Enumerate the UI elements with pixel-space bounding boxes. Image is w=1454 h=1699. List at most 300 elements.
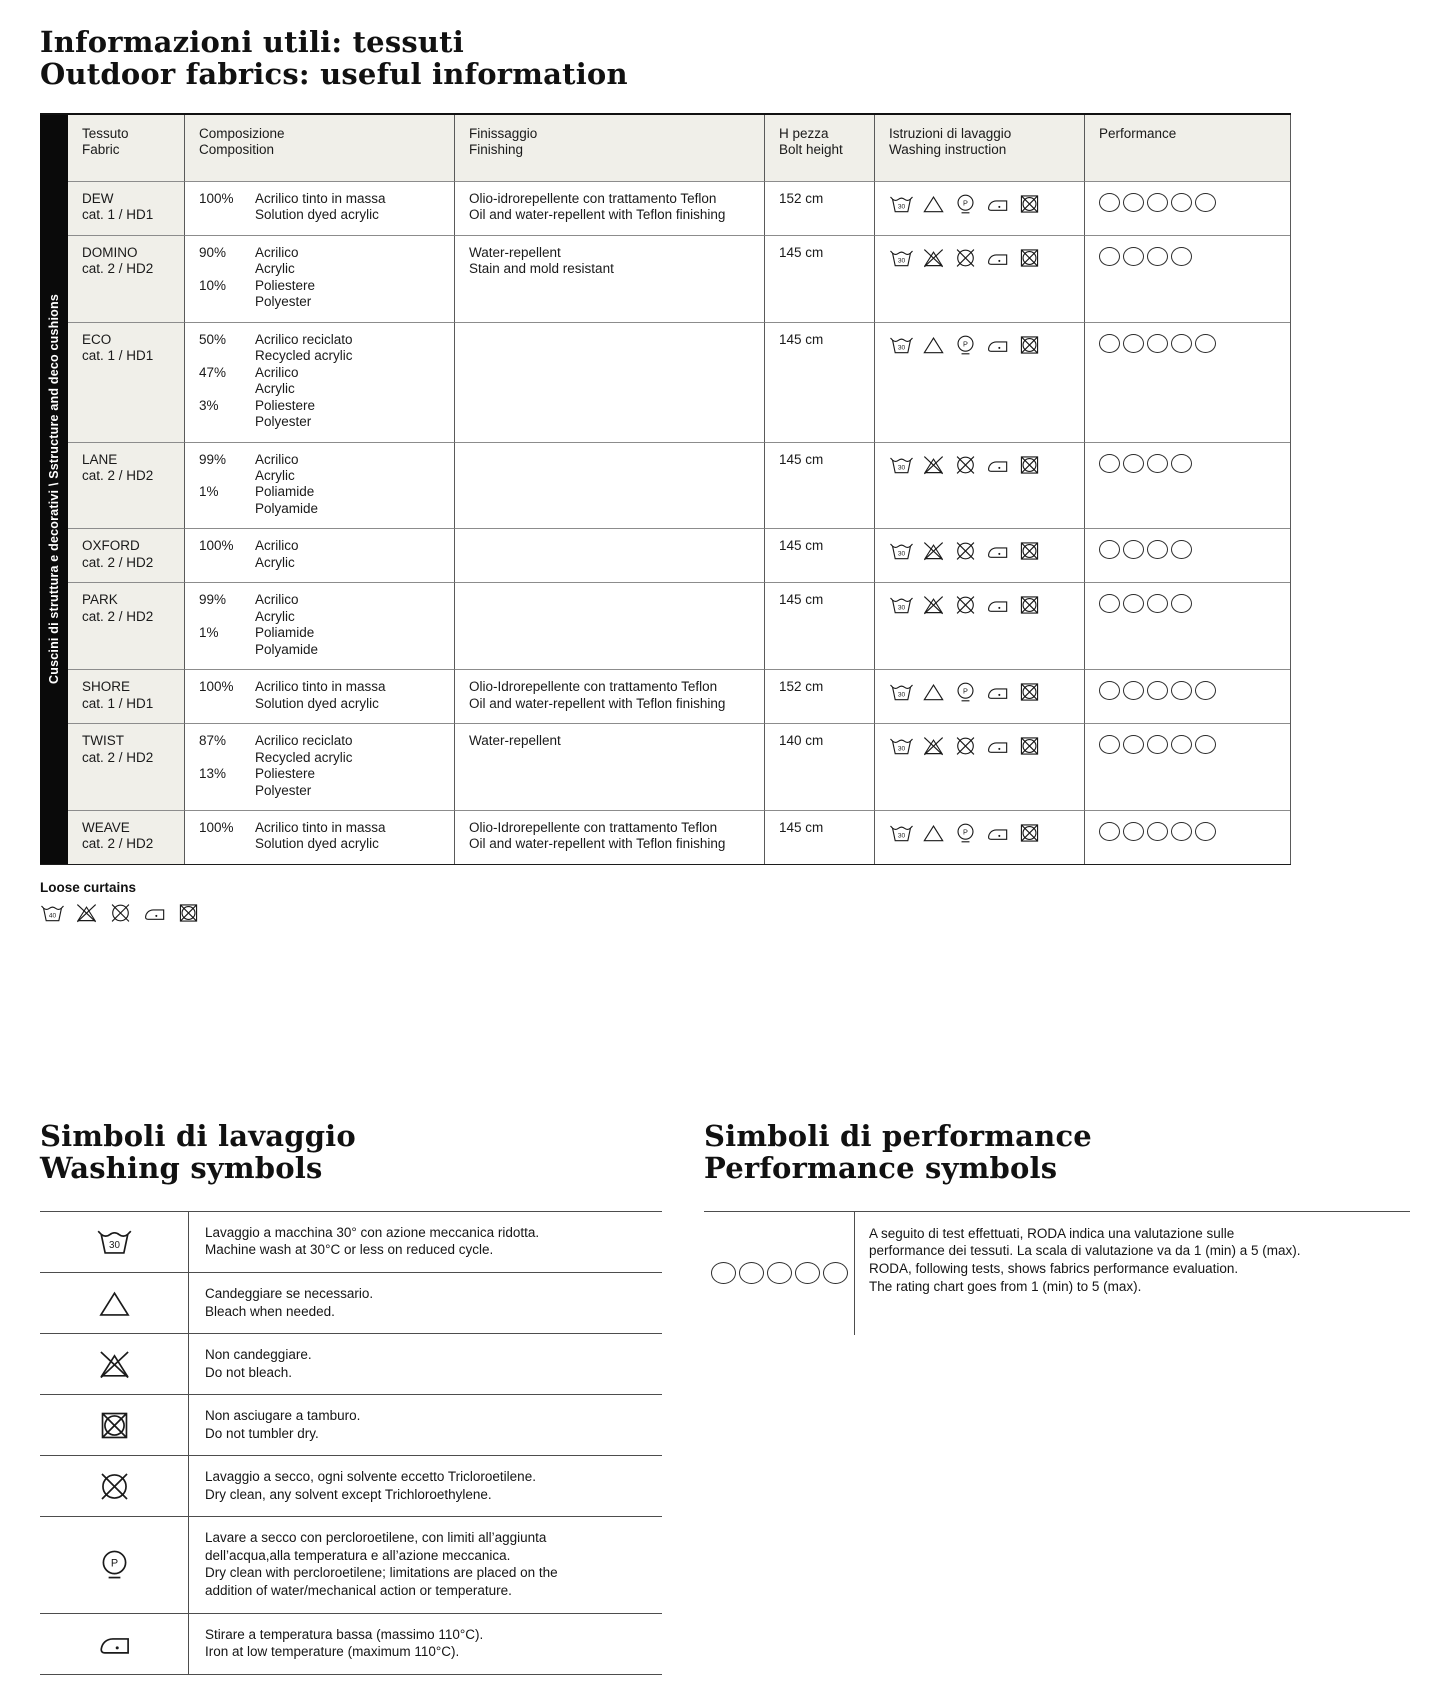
svg-text:P: P	[110, 1558, 118, 1571]
composition-cell	[185, 442, 455, 529]
description-line: Candeggiare se necessario.	[205, 1285, 374, 1301]
finishing-cell	[455, 442, 765, 529]
fabric-category: cat. 2 / HD2	[82, 608, 154, 624]
svg-text:P: P	[963, 827, 968, 837]
performance-circle	[1099, 454, 1120, 473]
composition-material	[255, 452, 442, 485]
no-tumble-dry-icon	[1017, 247, 1042, 269]
material-name-en: Solution dyed acrylic	[255, 836, 379, 852]
page-title	[40, 26, 1410, 91]
washing-instruction-cell	[875, 723, 1085, 810]
bolt-height-cell: 145 cm	[765, 810, 875, 864]
performance-circle	[1171, 454, 1192, 473]
washing-symbol-row	[40, 1211, 662, 1272]
column-header-label-it: Performance	[1099, 125, 1177, 141]
performance-circle	[1099, 594, 1120, 613]
composition-material	[255, 625, 442, 658]
performance-cell	[1085, 723, 1290, 810]
composition-material	[255, 484, 442, 517]
material-name-it: Acrilico reciclato	[255, 331, 353, 347]
column-header-label-it: Istruzioni di lavaggio	[889, 125, 1012, 141]
performance-symbols-title-en: Performance symbols	[704, 1151, 1058, 1186]
composition-list	[199, 679, 442, 712]
description-line: Dry clean, any solvent except Trichloroethylene.	[205, 1486, 492, 1502]
washing-instruction-cell	[875, 528, 1085, 582]
bolt-height-cell: 152 cm	[765, 669, 875, 723]
no-bleach-icon	[921, 540, 946, 562]
svg-text:30: 30	[897, 745, 906, 753]
fabric-name: OXFORD	[82, 538, 140, 554]
performance-circle	[1195, 822, 1216, 841]
fabric-category: cat. 1 / HD1	[82, 695, 154, 711]
column-header-label-it: Composizione	[199, 125, 285, 141]
composition-material	[255, 592, 442, 625]
performance-circle	[795, 1262, 820, 1284]
material-name-en: Recycled acrylic	[255, 749, 353, 765]
dry-clean-P-icon	[953, 193, 978, 215]
performance-circle	[1171, 822, 1192, 841]
washing-instruction-cell	[875, 322, 1085, 442]
fabric-category: cat. 2 / HD2	[82, 261, 154, 277]
washing-symbol-cell	[40, 1212, 188, 1272]
performance-circle	[1147, 735, 1168, 754]
material-name-it: Acrilico	[255, 592, 299, 608]
finishing-line: Oil and water-repellent with Teflon finishing	[469, 836, 726, 852]
fabric-name: ECO	[82, 331, 112, 347]
performance-cell	[1085, 181, 1290, 235]
no-tumble-dry-icon	[1017, 334, 1042, 356]
composition-list	[199, 538, 442, 571]
material-name-it: Acrilico reciclato	[255, 733, 353, 749]
description-line: Lavare a secco con percloroetilene, con limiti all’aggiunta	[205, 1530, 547, 1546]
svg-text:30: 30	[897, 343, 906, 351]
washing-symbols-title-en: Washing symbols	[40, 1151, 323, 1186]
washing-symbol-description	[188, 1456, 662, 1516]
column-header-label-en: Bolt height	[779, 142, 843, 158]
performance-circle	[1123, 735, 1144, 754]
no-dry-clean-icon	[96, 1470, 133, 1503]
performance-symbols-title-it: Simboli di performance	[704, 1118, 1092, 1153]
washing-symbol-cell	[40, 1273, 188, 1333]
svg-text:30: 30	[897, 203, 906, 211]
washing-symbol-row	[40, 1516, 662, 1612]
performance-circle	[1171, 193, 1192, 212]
svg-text:30: 30	[897, 550, 906, 558]
no-tumble-dry-icon	[1017, 540, 1042, 562]
material-name-en: Polyester	[255, 782, 312, 798]
composition-percentage: 50%	[199, 331, 227, 347]
description-line: The rating chart goes from 1 (min) to 5 (max).	[869, 1278, 1142, 1294]
composition-percentage: 1%	[199, 625, 219, 641]
finishing-cell	[455, 181, 765, 235]
description-line: Iron at low temperature (maximum 110°C).	[205, 1644, 460, 1660]
sidebar-label: Cuscini di struttura e decorativi \ Sstructure and deco cushions	[47, 294, 61, 685]
composition-percentage: 99%	[199, 451, 227, 467]
washing-symbol-description	[188, 1395, 662, 1455]
no-tumble-dry-icon	[176, 902, 201, 924]
performance-circle	[739, 1262, 764, 1284]
fabric-name: LANE	[82, 451, 118, 467]
performance-circle	[1147, 247, 1168, 266]
no-tumble-dry-icon	[96, 1409, 133, 1442]
composition-percentage: 13%	[199, 766, 227, 782]
material-name-en: Polyamide	[255, 500, 319, 516]
performance-circle	[1123, 540, 1144, 559]
loose-curtains	[40, 880, 1410, 924]
finishing-cell	[455, 810, 765, 864]
no-bleach-icon	[74, 902, 99, 924]
bleach-icon	[921, 193, 946, 215]
composition-material	[255, 398, 442, 431]
composition-list	[199, 733, 442, 799]
fabric-name: WEAVE	[82, 820, 130, 835]
performance-cell	[1085, 235, 1290, 322]
finishing-cell	[455, 723, 765, 810]
composition-list	[199, 452, 442, 518]
performance-circle	[1171, 540, 1192, 559]
wash-30-icon	[889, 540, 914, 562]
performance-circle	[1123, 681, 1144, 700]
column-header-label-en: Washing instruction	[889, 142, 1007, 158]
iron-low-icon	[142, 902, 167, 924]
material-name-it: Acrilico	[255, 244, 299, 260]
performance-rating-circles	[704, 1212, 854, 1335]
composition-percentage: 3%	[199, 397, 219, 413]
material-name-it: Poliestere	[255, 766, 316, 782]
washing-symbol-cell	[40, 1395, 188, 1455]
fabrics-table-grid	[68, 115, 1291, 864]
composition-percentage: 100%	[199, 190, 234, 206]
fabric-category: cat. 2 / HD2	[82, 749, 154, 765]
composition-list	[199, 191, 442, 224]
iron-low-icon	[985, 454, 1010, 476]
fabric-cell	[68, 669, 185, 723]
material-name-it: Poliamide	[255, 484, 315, 500]
material-name-en: Acrylic	[255, 554, 295, 570]
washing-instruction-cell	[875, 810, 1085, 864]
column-header-composition	[185, 115, 455, 181]
finishing-line: Oil and water-repellent with Teflon finishing	[469, 207, 726, 223]
material-name-it: Poliestere	[255, 397, 316, 413]
material-name-en: Acrylic	[255, 467, 295, 483]
composition-material	[255, 679, 442, 712]
finishing-cell	[455, 322, 765, 442]
fabric-name: DEW	[82, 190, 114, 206]
column-header-label-it: Finissaggio	[469, 125, 538, 141]
fabric-category: cat. 2 / HD2	[82, 554, 154, 570]
page-title-en: Outdoor fabrics: useful information	[40, 57, 628, 92]
bolt-height-cell: 140 cm	[765, 723, 875, 810]
description-line: Non candeggiare.	[205, 1347, 312, 1363]
svg-text:30: 30	[897, 604, 906, 612]
no-dry-clean-icon	[953, 735, 978, 757]
dry-clean-P-icon	[953, 822, 978, 844]
bolt-height-cell: 145 cm	[765, 528, 875, 582]
description-line: Do not tumbler dry.	[205, 1425, 319, 1441]
washing-symbol-cell	[40, 1334, 188, 1394]
washing-instruction-cell	[875, 442, 1085, 529]
material-name-en: Polyester	[255, 414, 312, 430]
fabric-name: TWIST	[82, 733, 124, 749]
fabric-cell	[68, 322, 185, 442]
no-tumble-dry-icon	[1017, 454, 1042, 476]
performance-circle	[1147, 822, 1168, 841]
material-name-it: Acrilico tinto in massa	[255, 679, 386, 695]
finishing-line: Olio-Idrorepellente con trattamento Teflon	[469, 820, 718, 835]
svg-text:P: P	[963, 686, 968, 696]
no-tumble-dry-icon	[1017, 735, 1042, 757]
performance-circle	[1099, 334, 1120, 353]
column-header-performance	[1085, 115, 1290, 181]
iron-low-icon	[985, 193, 1010, 215]
finishing-line: Stain and mold resistant	[469, 261, 614, 277]
washing-symbol-description	[188, 1212, 662, 1272]
description-line: Machine wash at 30°C or less on reduced cycle.	[205, 1242, 494, 1258]
wash-40-icon	[40, 902, 65, 924]
wash-30-icon	[889, 247, 914, 269]
washing-instruction-cell	[875, 582, 1085, 669]
fabric-category: cat. 1 / HD1	[82, 207, 154, 223]
wash-30-icon	[889, 594, 914, 616]
composition-material	[255, 332, 442, 365]
composition-material	[255, 365, 442, 398]
bleach-icon	[921, 822, 946, 844]
performance-circle	[1147, 594, 1168, 613]
iron-low-icon	[985, 735, 1010, 757]
finishing-cell	[455, 669, 765, 723]
material-name-en: Polyamide	[255, 641, 319, 657]
material-name-en: Acrylic	[255, 608, 295, 624]
description-line: addition of water/mechanical action or temperature.	[205, 1582, 512, 1598]
composition-list	[199, 245, 442, 311]
performance-circle	[1147, 334, 1168, 353]
performance-circle	[1099, 822, 1120, 841]
performance-circle	[1123, 822, 1144, 841]
svg-text:P: P	[963, 339, 968, 349]
performance-circle	[1123, 594, 1144, 613]
finishing-line: Olio-Idrorepellente con trattamento Teflon	[469, 679, 718, 695]
performance-description	[854, 1212, 1410, 1335]
material-name-en: Solution dyed acrylic	[255, 207, 379, 223]
washing-symbol-description	[188, 1614, 662, 1674]
washing-instruction-cell	[875, 235, 1085, 322]
svg-text:40: 40	[48, 912, 57, 920]
composition-material	[255, 278, 442, 311]
fabric-name: DOMINO	[82, 244, 138, 260]
bolt-height-cell: 145 cm	[765, 322, 875, 442]
column-header-label-en: Finishing	[469, 142, 524, 158]
iron-low-icon	[985, 681, 1010, 703]
finishing-line: Oil and water-repellent with Teflon finishing	[469, 695, 726, 711]
no-dry-clean-icon	[953, 594, 978, 616]
wash-30-icon	[889, 193, 914, 215]
description-line: Lavaggio a macchina 30° con azione meccanica ridotta.	[205, 1224, 540, 1240]
no-dry-clean-icon	[108, 902, 133, 924]
bolt-height-cell: 145 cm	[765, 582, 875, 669]
composition-material	[255, 538, 442, 571]
material-name-it: Acrilico	[255, 451, 299, 467]
wash-30-icon	[889, 454, 914, 476]
column-header-finishing	[455, 115, 765, 181]
fabrics-table	[40, 113, 1291, 865]
loose-curtains-icons	[40, 902, 1410, 924]
performance-circle	[1195, 681, 1216, 700]
fabric-cell	[68, 528, 185, 582]
material-name-it: Acrilico	[255, 364, 299, 380]
no-dry-clean-icon	[953, 454, 978, 476]
svg-text:30: 30	[897, 832, 906, 840]
column-header-label-it: Tessuto	[82, 125, 129, 141]
column-header-washing	[875, 115, 1085, 181]
finishing-line: Water-repellent	[469, 244, 561, 260]
washing-symbols-table	[40, 1211, 662, 1675]
fabric-cell	[68, 810, 185, 864]
washing-symbol-description	[188, 1517, 662, 1612]
wash-30-icon	[889, 735, 914, 757]
performance-circle	[823, 1262, 848, 1284]
washing-symbol-cell	[40, 1614, 188, 1674]
performance-circle	[1171, 594, 1192, 613]
finishing-line: Olio-idrorepellente con trattamento Teflon	[469, 190, 717, 206]
washing-symbol-description	[188, 1273, 662, 1333]
bleach-icon	[96, 1287, 133, 1320]
description-line: Stirare a temperatura bassa (massimo 110°C).	[205, 1626, 484, 1642]
svg-text:30: 30	[897, 691, 906, 699]
composition-percentage: 100%	[199, 820, 234, 835]
no-bleach-icon	[921, 594, 946, 616]
description-line: A seguito di test effettuati, RODA indica una valutazione sulle	[869, 1225, 1235, 1241]
bolt-height-cell: 145 cm	[765, 235, 875, 322]
performance-circle	[1171, 681, 1192, 700]
iron-low-icon	[985, 540, 1010, 562]
composition-material	[255, 820, 442, 853]
material-name-en: Acrylic	[255, 381, 295, 397]
description-line: Lavaggio a secco, ogni solvente eccetto Tricloroetilene.	[205, 1469, 536, 1485]
composition-material	[255, 191, 442, 224]
loose-curtains-label: Loose curtains	[40, 879, 137, 895]
material-name-en: Polyester	[255, 294, 312, 310]
performance-circle	[1099, 681, 1120, 700]
composition-percentage: 90%	[199, 244, 227, 260]
no-tumble-dry-icon	[1017, 681, 1042, 703]
performance-cell	[1085, 528, 1290, 582]
bleach-icon	[921, 681, 946, 703]
iron-low-icon	[985, 247, 1010, 269]
performance-circle	[1099, 735, 1120, 754]
no-bleach-icon	[96, 1348, 133, 1381]
legend-section	[40, 1120, 1410, 1675]
composition-list	[199, 332, 442, 431]
composition-material	[255, 733, 442, 766]
dry-clean-P-icon	[953, 681, 978, 703]
composition-percentage: 1%	[199, 484, 219, 500]
wash-30-icon	[889, 822, 914, 844]
performance-circle	[1195, 334, 1216, 353]
washing-instruction-cell	[875, 181, 1085, 235]
performance-circle	[1123, 193, 1144, 212]
performance-circle	[1147, 540, 1168, 559]
washing-symbol-row	[40, 1333, 662, 1394]
svg-text:30: 30	[108, 1240, 120, 1252]
washing-symbol-cell	[40, 1517, 188, 1612]
no-bleach-icon	[921, 454, 946, 476]
svg-text:30: 30	[897, 463, 906, 471]
performance-circle	[1123, 334, 1144, 353]
fabric-category: cat. 2 / HD2	[82, 836, 154, 852]
composition-cell	[185, 322, 455, 442]
washing-symbol-cell	[40, 1456, 188, 1516]
material-name-it: Poliestere	[255, 277, 316, 293]
wash-30-icon	[96, 1225, 133, 1258]
composition-material	[255, 766, 442, 799]
description-line: Dry clean with percloroetilene; limitations are placed on the	[205, 1565, 558, 1581]
no-tumble-dry-icon	[1017, 193, 1042, 215]
fabric-cell	[68, 723, 185, 810]
material-name-en: Solution dyed acrylic	[255, 695, 379, 711]
finishing-cell	[455, 235, 765, 322]
finishing-cell	[455, 528, 765, 582]
column-header-label-en: Fabric	[82, 142, 120, 158]
description-line: Non asciugare a tamburo.	[205, 1408, 361, 1424]
svg-text:P: P	[963, 198, 968, 208]
description-line: dell’acqua,alla temperatura e all’azione meccanica.	[205, 1547, 511, 1563]
performance-cell	[1085, 669, 1290, 723]
no-bleach-icon	[921, 735, 946, 757]
washing-instruction-cell	[875, 669, 1085, 723]
composition-cell	[185, 528, 455, 582]
performance-circle	[1123, 454, 1144, 473]
bolt-height-cell: 152 cm	[765, 181, 875, 235]
column-header-label-it: H pezza	[779, 125, 829, 141]
fabric-category: cat. 1 / HD1	[82, 348, 154, 364]
dry-clean-P-icon	[953, 334, 978, 356]
composition-percentage: 87%	[199, 733, 227, 749]
fabric-cell	[68, 582, 185, 669]
performance-circle	[1171, 735, 1192, 754]
no-dry-clean-icon	[953, 540, 978, 562]
material-name-en: Acrylic	[255, 261, 295, 277]
performance-circle	[767, 1262, 792, 1284]
iron-low-icon	[96, 1627, 133, 1660]
material-name-it: Acrilico	[255, 538, 299, 554]
fabric-cell	[68, 235, 185, 322]
performance-symbols-title	[704, 1120, 1410, 1185]
performance-circle	[1147, 454, 1168, 473]
performance-circle	[1171, 247, 1192, 266]
description-line: Bleach when needed.	[205, 1303, 335, 1319]
no-tumble-dry-icon	[1017, 822, 1042, 844]
composition-percentage: 100%	[199, 679, 234, 695]
composition-cell	[185, 669, 455, 723]
composition-list	[199, 820, 442, 853]
washing-symbols-section	[40, 1120, 662, 1675]
performance-circle	[1099, 540, 1120, 559]
performance-cell	[1085, 322, 1290, 442]
fabric-cell	[68, 442, 185, 529]
column-header-bolt-height	[765, 115, 875, 181]
washing-symbol-row	[40, 1272, 662, 1333]
description-line: Do not bleach.	[205, 1364, 293, 1380]
wash-30-icon	[889, 334, 914, 356]
no-tumble-dry-icon	[1017, 594, 1042, 616]
washing-symbol-row	[40, 1394, 662, 1455]
composition-percentage: 99%	[199, 592, 227, 608]
fabric-cell	[68, 181, 185, 235]
finishing-line: Water-repellent	[469, 733, 561, 749]
composition-percentage: 47%	[199, 364, 227, 380]
bleach-icon	[921, 334, 946, 356]
description-line: performance dei tessuti. La scala di valutazione va da 1 (min) a 5 (max).	[869, 1243, 1301, 1259]
